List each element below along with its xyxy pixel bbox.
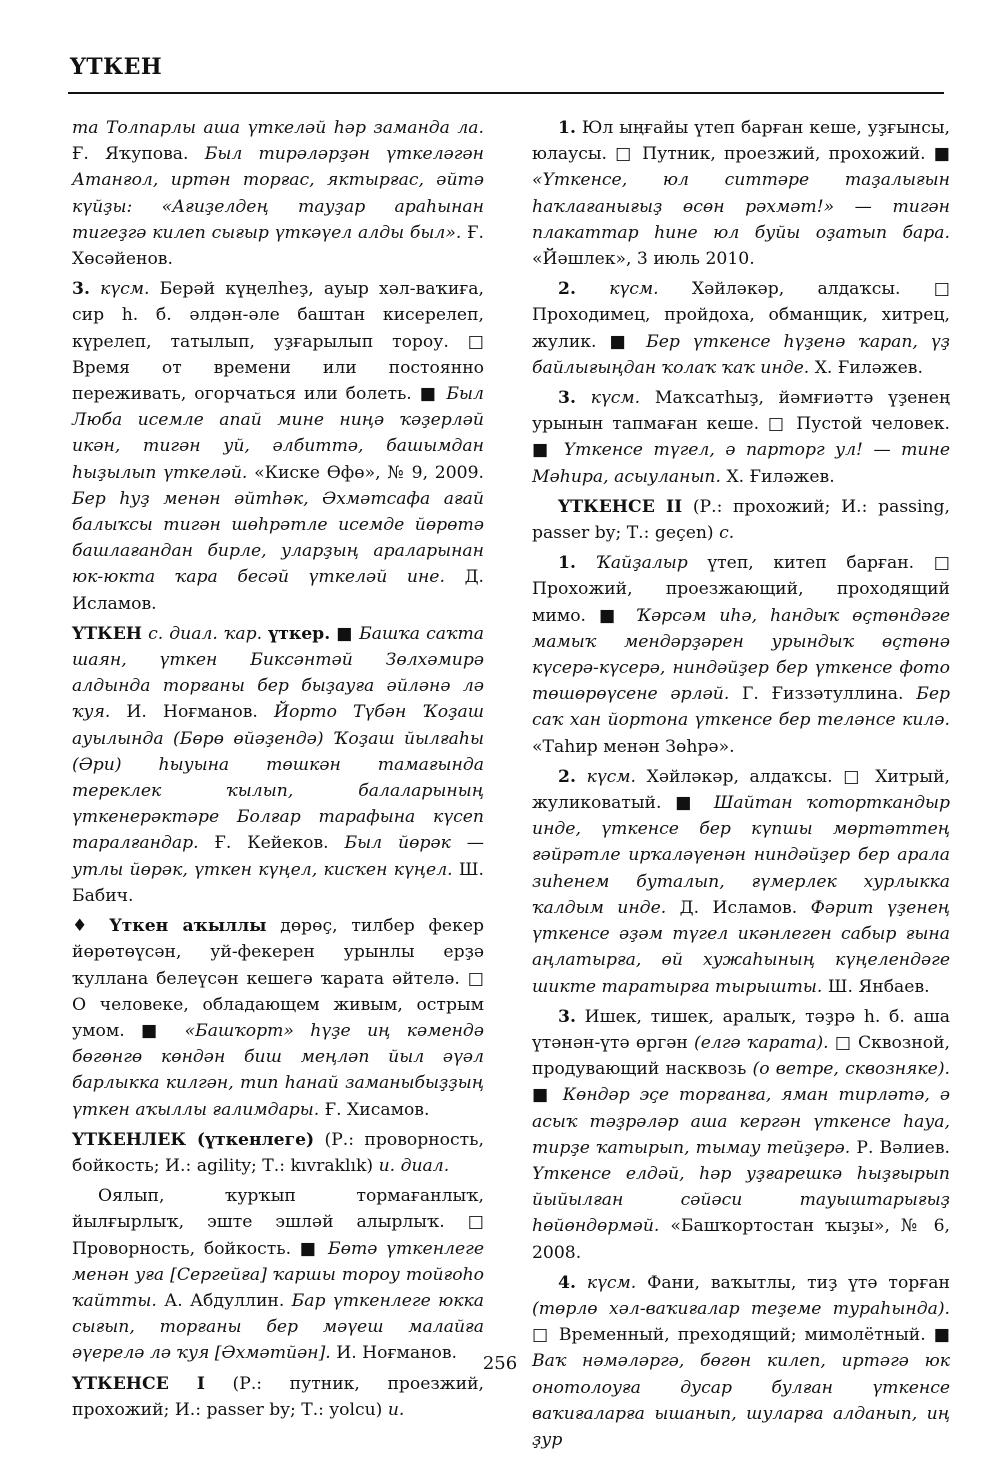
dictionary-entry: та Толпарлы аша үткеләй һәр заманда ла. Ғ. Яҡупова. Был тирәләрҙән үткеләгән Атанғол, иртән торғас, яктырғас, әйтә күйҙы: «Ағиҙелдең тауҙар араһынан тигеҙгә килеп сығыр үткәүел алды был». Ғ. Хөсәйенов.	[72, 118, 484, 270]
left-column	[72, 115, 484, 1427]
dictionary-entry: 3. күсм. Берәй күңелһеҙ, ауыр хәл-ваҡиға, сир һ. б. әлдән-әле баштан кисерелеп, күрелеп, татылып, уҙғарылып тороу. □ Время от времени или постоянно переживать, огорчаться или болеть. ■ Был Люба исемле апай мине ниңә ҡәҙерләй икән, тигән уй, әлбиттә, башымдан һыҙылып үткеләй. «Киске Өфө», № 9, 2009. Бер һуҙ менән әйтһәк, Әхмәтсафа ағай балыҡсы тигән шөһрәтле исемде йөрөтә башлағандан бирле, уларҙың араларынан юк-юкта ҡара бесәй үткеләй ине. Д. Исламов.	[72, 279, 485, 614]
dictionary-entry: ҮТКЕНСЕ I (Р.: путник, проезжий, прохожий; И.: passer by; Т.: yolcu) и.	[72, 1373, 484, 1420]
dictionary-entry: 2. күсм. Хәйләкәр, алдаҡсы. □ Хитрый, жуликоватый. ■ Шайтан ҡоторткандыр инде, үткенсе бер күпшы мөртәттең ғәйрәтле ирҡаләүенән ниндәйҙер бер арала зиһенем буталып, ғүмерлек хурлыкка ҡалдым инде. Д. Исламов. Фәрит үҙенең үткенсе әҙәм түгел икәнлеген сабыр ғына аңлатырға, өй хужаһының күңелендәге шикте таратырға тырышты. Ш. Янбаев.	[532, 766, 950, 997]
dictionary-entry: Оялып, ҡурҡып тормағанлыҡ, йылғырлыҡ, эште эшләй алырлыҡ. □ Проворность, бойкость. ■ Бөтә үткенлеге менән уға [Сергейға] ҡаршы тороу тойғоһо ҡайтты. А. Абдуллин. Бар үткенлеге юкка сығып, торғаны бер мәүеш малайға әүерелә лә ҡуя [Әхмәтйән]. И. Ноғманов.	[72, 1186, 485, 1364]
dictionary-entry: ҮТКЕНЛЕК (үткенлеге) (Р.: проворность, бойкость; И.: agility; Т.: kıvraklık) и. диал.	[72, 1129, 484, 1176]
page-number: 256	[482, 1353, 518, 1374]
dictionary-entry: 3. күсм. Маҡсатһыҙ, йәмғиәттә үҙенең урынын тапмаған кеше. □ Пустой человек. ■ Үткенсе түгел, ә парторг ул! — тине Мәһира, асыуланып. Х. Ғиләжев.	[532, 388, 951, 487]
dictionary-entry: 1. Юл ыңғайы үтеп барған кеше, уҙғынсы, юлаусы. □ Путник, проезжий, прохожий. ■ «Үткенсе, юл ситтәре таҙалығын һаҡлағанығыҙ өсөн рәхмәт!» — тигән плакаттар һине юл буйы оҙатып бара. «Йәшлек», 3 июль 2010.	[532, 118, 950, 270]
running-head: ҮТКЕН	[70, 54, 163, 80]
dictionary-entry: 3. Ишек, тишек, аралыҡ, тәҙрә һ. б. аша үтәнән-үтә өргән (елгә ҡарата). □ Сквозной, продувающий насквозь (о ветре, сквозняке). ■ Көндәр эҫе торғанға, яман тирләтә, ә асыҡ тәҙрәләр аша кергән үткенсе һауа, тирҙе ҡатырып, тымау тейҙерә. Р. Вәлиев. Үткенсе елдәй, һәр уҙғарешкә һыҙғырып йыйылған сәйәси тауыштарығыҙ һөйөндөрмәй. «Башҡортостан ҡыҙы», № 6, 2008.	[532, 1006, 950, 1263]
dictionary-entry: ♦ Үткен аҡыллы дөрөҫ, тилбер фекер йөрөтөүсән, уй-фекерен урынлы ерҙә ҡуллана белеүсән кешегә ҡарата әйтелә. □ О человеке, обладающем живым, острым умом. ■ «Башҡорт» һүҙе иң кәмендә бөгөнгө көндән биш меңләп йыл әүәл барлыкка килгән, тип һанай заманыбыҙҙың үткен аҡыллы ғалимдары. Ғ. Хисамов.	[72, 916, 485, 1120]
dictionary-entry: 2. күсм. Хәйләкәр, алдаҡсы. □ Проходимец, пройдоха, обманщик, хитрец, жулик. ■ Бер үткенсе һүҙенә ҡарап, үҙ байлығыңдан ҡолаҡ ҡаҡ инде. Х. Ғиләжев.	[532, 279, 951, 378]
dictionary-entry: 4. күсм. Фани, ваҡытлы, тиҙ үтә торған (төрлө хәл-ваҡиғалар теҙеме тураһында). □ Временный, преходящий; мимолётный. ■ Ваҡ нәмәләргә, бөгөн килеп, иртәгә юк онотолоуға дусар булған үткенсе ваҡиғаларға ышанып, шуларға алданып, иң ҙур	[532, 1272, 950, 1450]
dictionary-entry: 1. Ҡайҙалыр үтеп, китеп барған. □ Прохожий, проезжающий, проходящий мимо. ■ Ҡәрсәм иһә, һандыҡ өҫтөндәге мамыҡ мендәрҙәрен урындыҡ өҫтөнә күсерә-күсерә, ниндәйҙер бер үткенсе фото төшөрөүсене әрләй. Г. Ғиззәтуллина. Бер саҡ хан йортона үткенсе бер теләнсе килә. «Таһир менән Зөһрә».	[532, 553, 950, 757]
dictionary-entry: ҮТКЕН с. диал. ҡар. үткер. ■ Башҡа саҡта шаян, үткен Биксәнтәй Зөлхәмирә алдында торғаны бер быҙауға әйләнә лә ҡуя. И. Ноғманов. Йорто Түбән Ҡоҙаш ауылында (Бөрө өйәҙендә) Ҡоҙаш йылғаһы (Әри) һыуына төшкән тамағында тереклек ҡылып, балаларының үткенерәктәре Болғар тарафына күсеп таралғандар. Ғ. Кейеков. Был йөрәк — утлы йөрәк, үткен күңел, кисҡен күңел. Ш. Бабич.	[72, 623, 485, 906]
right-column	[532, 115, 950, 1457]
dictionary-entry: ҮТКЕНСЕ II (Р.: прохожий; И.: passing, passer by; Т.: geçen) с.	[532, 496, 950, 544]
header-rule	[68, 92, 944, 94]
